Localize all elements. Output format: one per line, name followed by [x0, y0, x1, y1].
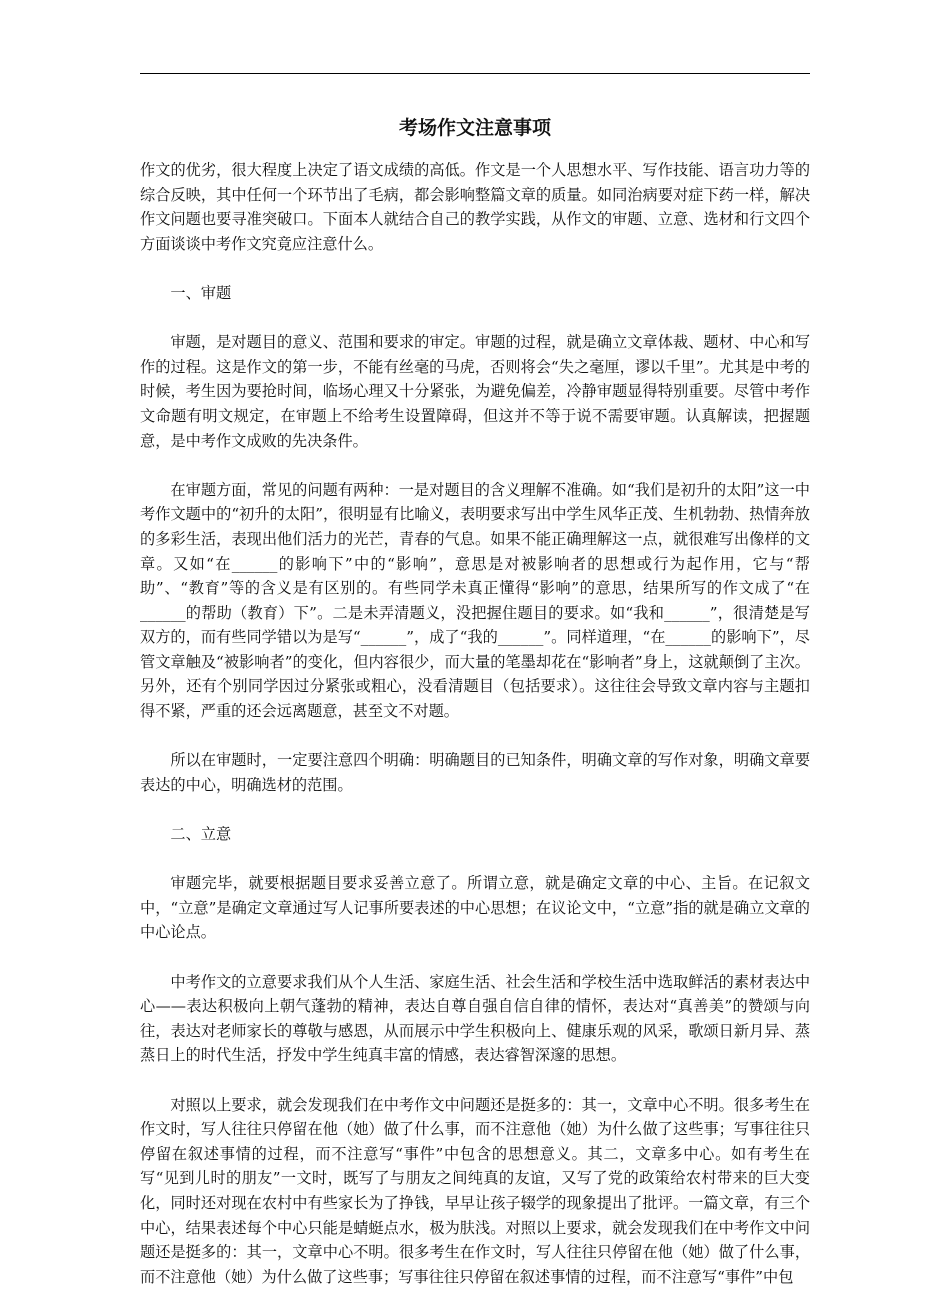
section-heading-liyi: 二、立意 [170, 825, 232, 844]
body-paragraph: 在审题方面，常见的问题有两种：一是对题目的含义理解不准确。如“我们是初升的太阳”这一中考作文题中的“初升的太阳”，很明显有比喻义，表明要求写出中学生风华正茂、生机勃勃、热情奔放的多彩生活，表现出他们活力的光芒，青春的气息。如果不能正确理解这一点，就很难写出像样的文章。又如“在______的影响下”中的“影响”，意思是对被影响者的思想或行为起作用，它与“帮助”、“教育”等的含义是有区别的。有些同学未真正懂得“影响”的意思，结果所写的作文成了“在______的帮助（教育）下”。二是未弄清题义，没把握住题目的要求。如“我和______”，很清楚是写双方的，而有些同学错以为是写“______”，成了“我的______”。同样道理，“在______的影响下”，尽管文章触及“被影响者”的变化，但内容很少，而大量的笔墨却花在“影响者”身上，这就颠倒了主次。另外，还有个别同学因过分紧张或粗心，没看清题目（包括要求）。这往往会导致文章内容与主题扣得不紧，严重的还会远离题意，甚至文不对题。 [140, 480, 810, 721]
body-paragraph: 审题完毕，就要根据题目要求妥善立意了。所谓立意，就是确定文章的中心、主旨。在记叙文中，“立意”是确定文章通过写人记事所要表述的中心思想；在议论文中，“立意”指的就是确立文章的中心论点。 [140, 874, 810, 942]
intro-paragraph: 作文的优劣，很大程度上决定了语文成绩的高低。作文是一个人思想水平、写作技能、语言功力等的综合反映，其中任何一个环节出了毛病，都会影响整篇文章的质量。如同治病要对症下药一样，解决作文问题也要寻准突破口。下面本人就结合自己的教学实践，从作文的审题、立意、选材和行文四个方面谈谈中考作文究竟应注意什么。 [140, 161, 810, 253]
section-heading-shenti: 一、审题 [170, 283, 232, 302]
document-body [140, 158, 810, 1289]
body-paragraph: 审题，是对题目的意义、范围和要求的审定。审题的过程，就是确立文章体裁、题材、中心和写作的过程。这是作文的第一步，不能有丝毫的马虎，否则将会“失之毫厘，谬以千里”。尤其是中考的时候，考生因为要抢时间，临场心理又十分紧张，为避免偏差，冷静审题显得特别重要。尽管中考作文命题有明文规定，在审题上不给考生设置障碍，但这并不等于说不需要审题。认真解读，把握题意，是中考作文成败的先决条件。 [140, 333, 810, 450]
document-title: 考场作文注意事项 [398, 117, 551, 139]
body-paragraph: 中考作文的立意要求我们从个人生活、家庭生活、社会生活和学校生活中选取鲜活的素材表达中心——表达积极向上朝气蓬勃的精神，表达自尊自强自信自律的情怀，表达对“真善美”的赞颂与向往，表达对老师家长的尊敬与感恩，从而展示中学生积极向上、健康乐观的风采，歌颂日新月异、蒸蒸日上的时代生活，抒发中学生纯真丰富的情感，表达睿智深邃的思想。 [140, 972, 810, 1065]
body-paragraph: 对照以上要求，就会发现我们在中考作文中问题还是挺多的：其一，文章中心不明。很多考生在作文时，写人往往只停留在他（她）做了什么事，而不注意他（她）为什么做了这些事；写事往往只停留在叙述事情的过程，而不注意写“事件”中包含的思想意义。其二，文章多中心。如有考生在写“见到儿时的朋友”一文时，既写了与朋友之间纯真的友谊，又写了党的政策给农村带来的巨大变化，同时还对现在农村中有些家长为了挣钱，早早让孩子辍学的现象提出了批评。一篇文章，有三个中心，结果表述每个中心只能是蜻蜓点水，极为肤浅。对照以上要求，就会发现我们在中考作文中问题还是挺多的：其一，文章中心不明。很多考生在作文时，写人往往只停留在他（她）做了什么事，而不注意他（她）为什么做了这些事；写事往往只停留在叙述事情的过程，而不注意写“事件”中包 [140, 1095, 810, 1286]
body-paragraph: 所以在审题时，一定要注意四个明确：明确题目的已知条件，明确文章的写作对象，明确文章要表达的中心，明确选材的范围。 [140, 751, 810, 794]
header-rule [140, 73, 810, 74]
